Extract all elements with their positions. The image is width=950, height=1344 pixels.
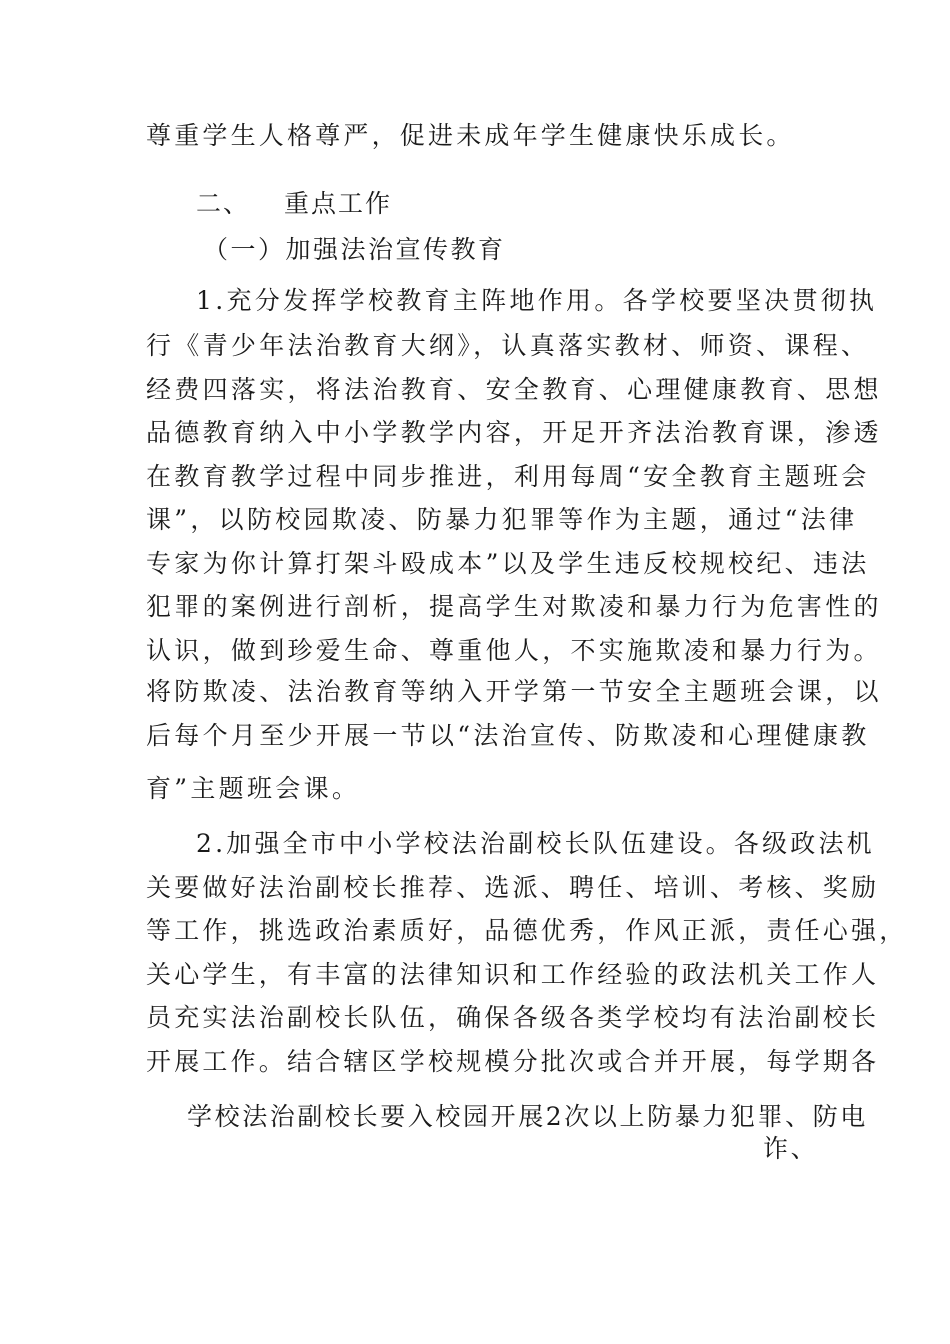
paragraph-line: 品德教育纳入中小学教学内容，开足开齐法治教育课，渗透 bbox=[146, 418, 882, 447]
paragraph-line: 关要做好法治副校长推荐、选派、聘任、培训、考核、奖励 bbox=[146, 873, 880, 902]
subsection-heading: （一）加强法治宣传教育 bbox=[203, 235, 506, 264]
paragraph-line: 将防欺凌、法治教育等纳入开学第一节安全主题班会课，以 bbox=[146, 677, 882, 706]
paragraph-line: 2.加强全市中小学校法治副校长队伍建设。各级政法机 bbox=[196, 829, 875, 858]
paragraph-line: 1.充分发挥学校教育主阵地作用。各学校要坚决贯彻执 bbox=[196, 286, 878, 315]
paragraph-line: 后每个月至少开展一节以“法治宣传、防欺凌和心理健康教 bbox=[146, 721, 870, 750]
paragraph-line: 犯罪的案例进行剖析，提高学生对欺凌和暴力行为危害性的 bbox=[146, 592, 882, 621]
section-number: 二、 bbox=[196, 189, 251, 218]
paragraph-line: 开展工作。结合辖区学校规模分批次或合并开展，每学期各 bbox=[146, 1047, 880, 1076]
section-heading bbox=[196, 189, 392, 219]
paragraph-line: 行《青少年法治教育大纲》，认真落实教材、师资、课程、 bbox=[146, 331, 870, 360]
paragraph-line: 学校法治副校长要入校园开展2次以上防暴力犯罪、防电 bbox=[187, 1102, 868, 1131]
paragraph-line: 育”主题班会课。 bbox=[146, 774, 361, 803]
paragraph-line: 等工作，挑选政治素质好，品德优秀，作风正派，责任心强， bbox=[146, 916, 908, 945]
paragraph-line: 经费四落实，将法治教育、安全教育、心理健康教育、思想 bbox=[146, 375, 882, 404]
paragraph-line: 员充实法治副校长队伍，确保各级各类学校均有法治副校长 bbox=[146, 1003, 880, 1032]
paragraph-line: 专家为你计算打架斗殴成本”以及学生违反校规校纪、违法 bbox=[146, 549, 870, 578]
paragraph-line: 在教育教学过程中同步推进，利用每周“安全教育主题班会 bbox=[146, 462, 870, 491]
section-title: 重点工作 bbox=[284, 189, 393, 218]
intro-line: 尊重学生人格尊严，促进未成年学生健康快乐成长。 bbox=[146, 121, 795, 150]
paragraph-line: 认识，做到珍爱生命、尊重他人，不实施欺凌和暴力行为。 bbox=[146, 636, 882, 665]
paragraph-line: 诈、 bbox=[763, 1134, 819, 1163]
paragraph-line: 关心学生，有丰富的法律知识和工作经验的政法机关工作人 bbox=[146, 960, 880, 989]
paragraph-line: 课”，以防校园欺凌、防暴力犯罪等作为主题，通过“法律 bbox=[146, 505, 858, 534]
